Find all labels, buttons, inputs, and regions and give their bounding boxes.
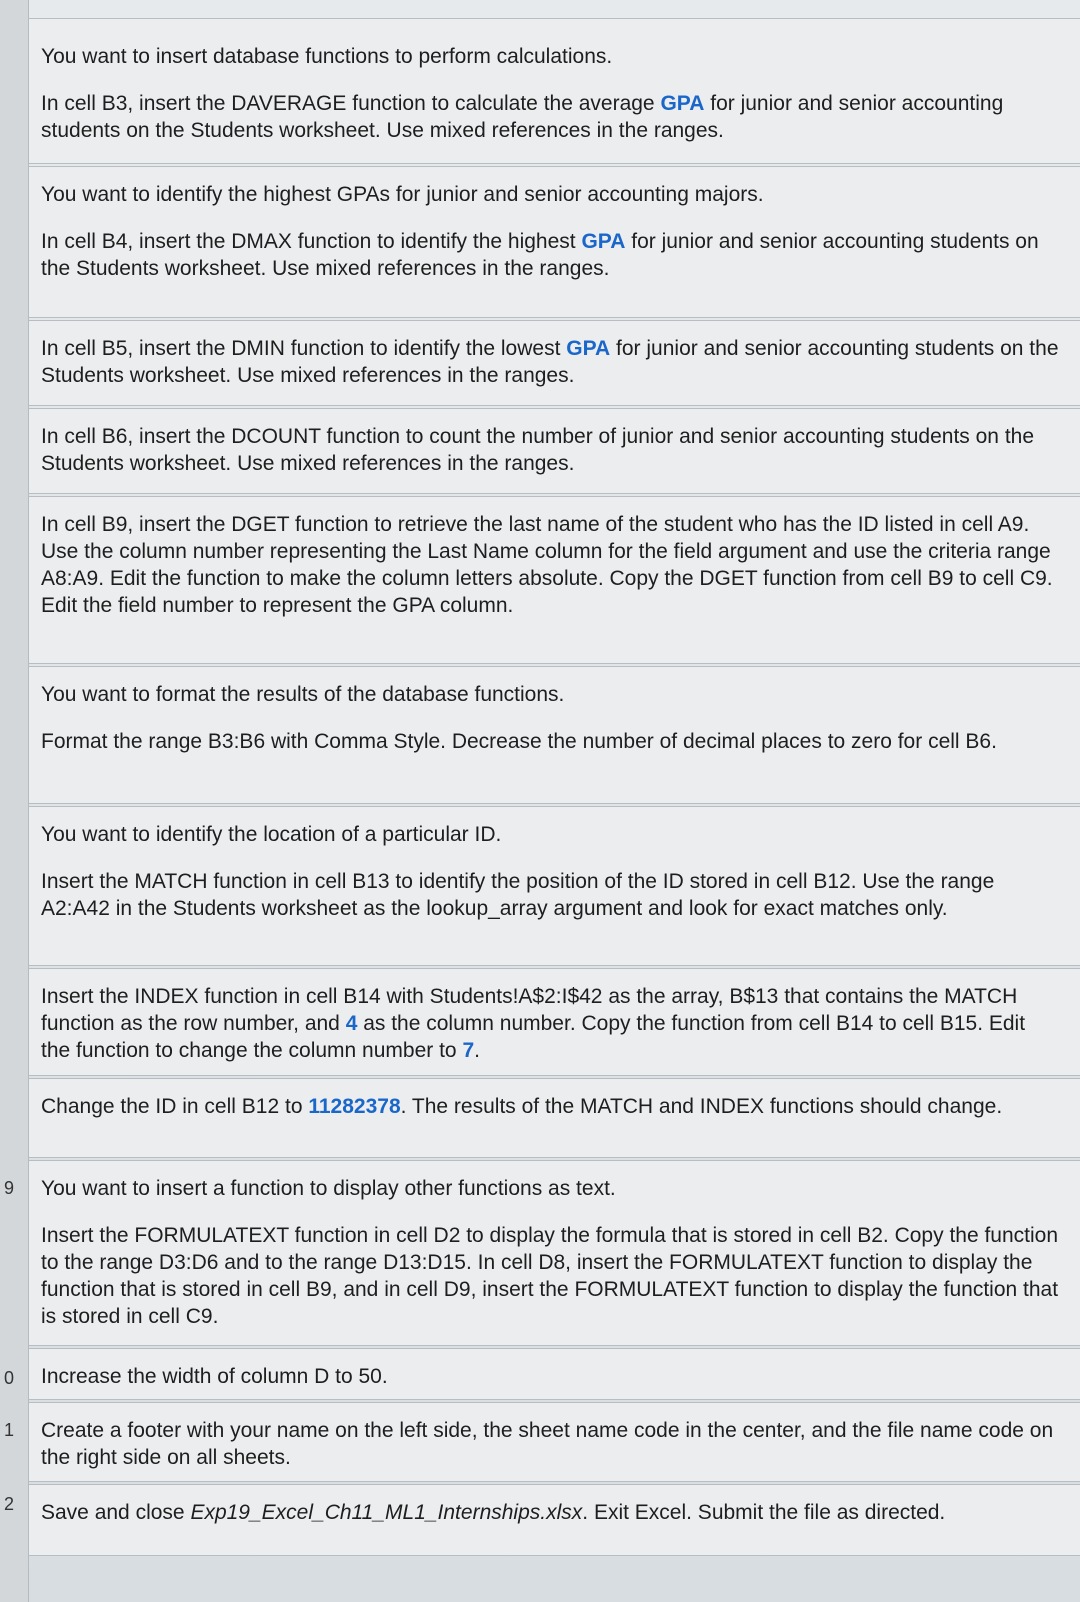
instruction-row[interactable] (29, 320, 1080, 406)
highlight-text: 4 (345, 1012, 358, 1035)
instruction-intro: You want to insert database functions to perform calculations. (41, 45, 613, 68)
instruction-row[interactable] (29, 1078, 1080, 1158)
instruction-task: In cell B5, insert the DMIN function to identify the lowest GPA for junior and senior accounting students on the Students worksheet. Use mixed references in the ranges. (41, 337, 1059, 387)
instruction-row[interactable] (29, 1160, 1080, 1346)
instruction-list (29, 18, 1080, 1558)
instruction-task: In cell B4, insert the DMAX function to identify the highest GPA for junior and senior accounting students on the Students worksheet. Use mixed references in the ranges. (41, 230, 1039, 280)
instruction-row[interactable] (29, 18, 1080, 164)
row-number: 0 (3, 1368, 14, 1388)
highlight-text: GPA (660, 92, 705, 115)
instruction-row[interactable] (29, 806, 1080, 966)
instruction-task: In cell B9, insert the DGET function to retrieve the last name of the student who has the ID listed in cell A9. Use the column number representing the Last Name column for the field argument and use the criteria range A8:A9. Edit the function to make the column letters absolute. Copy the DGET function from cell B9 to cell C9. Edit the field number to represent the GPA column. (41, 513, 1053, 617)
highlight-text: GPA (581, 230, 626, 253)
row-number: 9 (3, 1178, 14, 1198)
row-number-gutter (0, 0, 29, 1602)
instruction-row[interactable] (29, 166, 1080, 318)
row-number: 1 (3, 1420, 14, 1440)
instruction-task: Change the ID in cell B12 to 11282378. The results of the MATCH and INDEX functions should change. (41, 1095, 1003, 1118)
instruction-intro: You want to insert a function to display other functions as text. (41, 1177, 616, 1200)
instruction-row[interactable] (29, 1348, 1080, 1400)
instruction-row[interactable] (29, 968, 1080, 1076)
instruction-task: Increase the width of column D to 50. (41, 1365, 388, 1388)
highlight-text: GPA (566, 337, 611, 360)
instruction-task: In cell B3, insert the DAVERAGE function to calculate the average GPA for junior and senior accounting students on the Students worksheet. Use mixed references in the ranges. (41, 92, 1004, 142)
highlight-text: 11282378 (308, 1095, 401, 1118)
instruction-task: Insert the MATCH function in cell B13 to identify the position of the ID stored in cell B12. Use the range A2:A42 in the Students worksheet as the lookup_array argument and look for exact matches only. (41, 870, 995, 920)
instruction-intro: You want to identify the highest GPAs for junior and senior accounting majors. (41, 183, 764, 206)
highlight-text: 7 (462, 1039, 475, 1062)
file-name: Exp19_Excel_Ch11_ML1_Internships.xlsx (190, 1501, 583, 1524)
instruction-intro: You want to format the results of the database functions. (41, 683, 565, 706)
instruction-task: Save and close Exp19_Excel_Ch11_ML1_Internships.xlsx. Exit Excel. Submit the file as directed. (41, 1501, 946, 1524)
instruction-task: Format the range B3:B6 with Comma Style. Decrease the number of decimal places to zero for cell B6. (41, 730, 997, 753)
instruction-task: Create a footer with your name on the left side, the sheet name code in the center, and the file name code on the right side on all sheets. (41, 1419, 1054, 1469)
instruction-row[interactable] (29, 666, 1080, 804)
instruction-task: In cell B6, insert the DCOUNT function to count the number of junior and senior accounting students on the Students worksheet. Use mixed references in the ranges. (41, 425, 1035, 475)
instruction-task: Insert the FORMULATEXT function in cell D2 to display the formula that is stored in cell B2. Copy the function to the range D3:D6 and to the range D13:D15. In cell D8, insert the FORMULATEXT function to display the function that is stored in cell B9, and in cell D9, insert the FORMULATEXT function to display the function that is stored in cell C9. (41, 1224, 1059, 1328)
instruction-row[interactable] (29, 408, 1080, 494)
row-number: 2 (3, 1494, 14, 1514)
instruction-row[interactable] (29, 1484, 1080, 1556)
instruction-row[interactable] (29, 496, 1080, 664)
instruction-task: Insert the INDEX function in cell B14 with Students!A$2:I$42 as the array, B$13 that contains the MATCH function as the row number, and 4 as the column number. Copy the function from cell B14 to cell B15. Edit the function to change the column number to 7. (41, 985, 1026, 1062)
instruction-intro: You want to identify the location of a particular ID. (41, 823, 502, 846)
instruction-row[interactable] (29, 1402, 1080, 1482)
